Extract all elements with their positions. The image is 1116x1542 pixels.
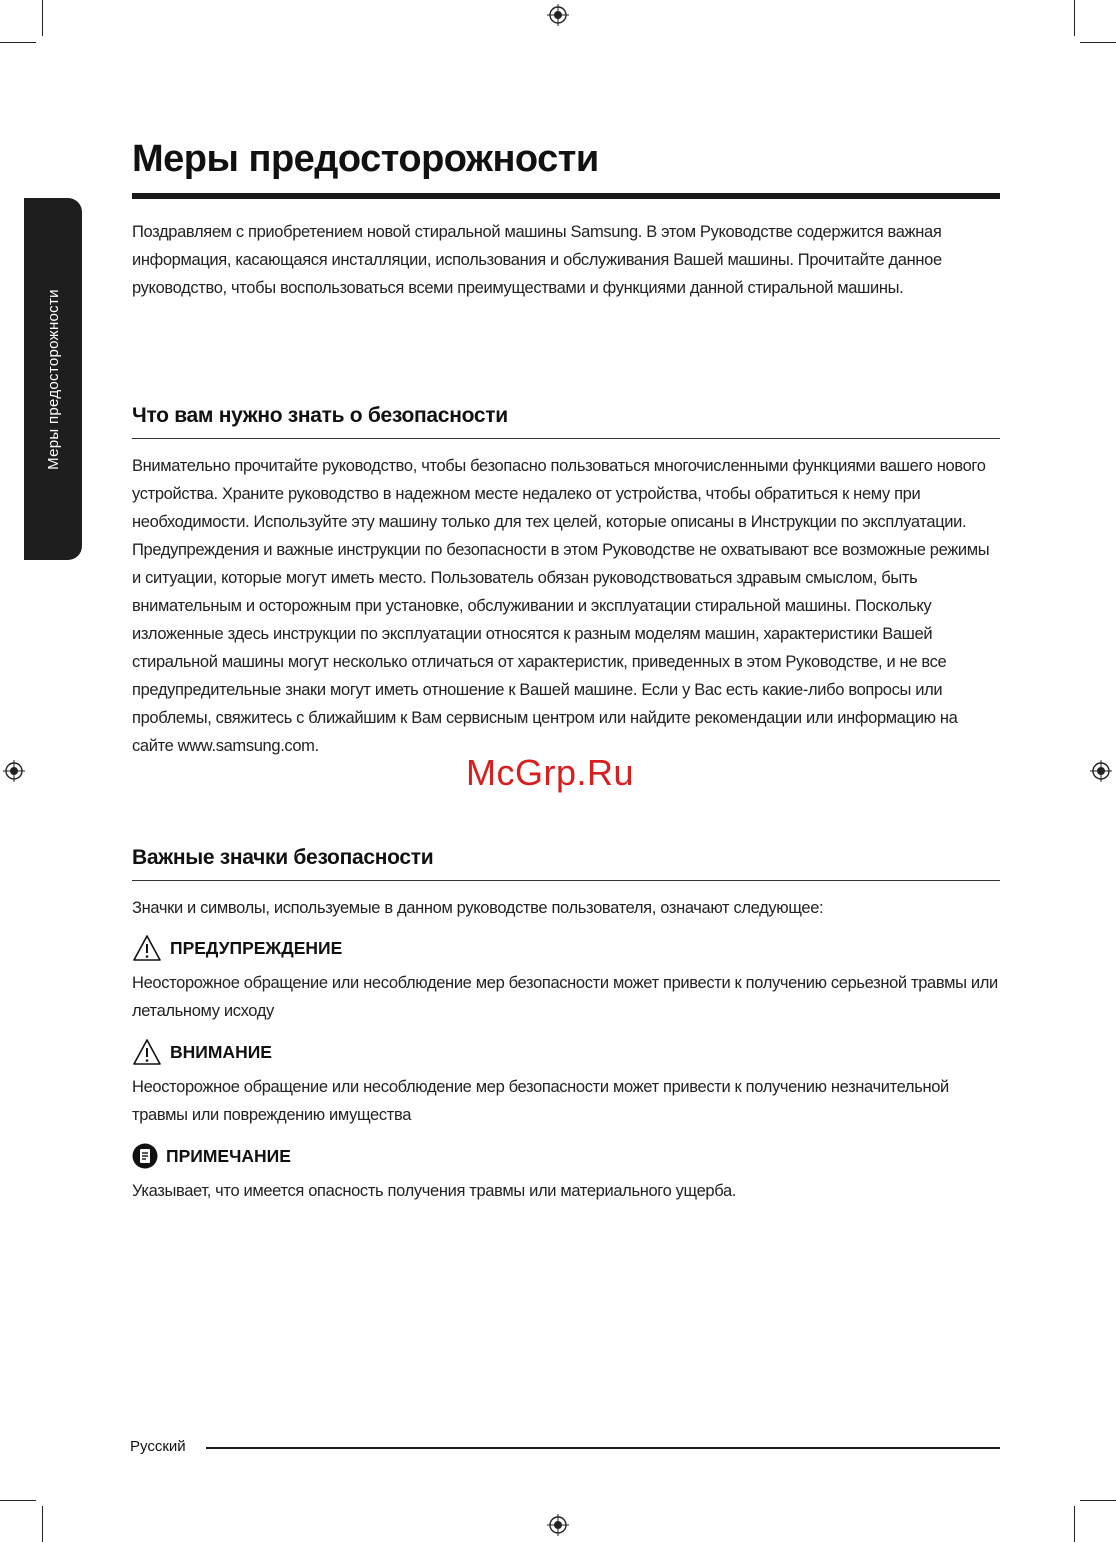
intro-paragraph: Поздравляем с приобретением новой стиральной машины Samsung. В этом Руководстве содержится важная информация, касающаяся инсталляции, использования и обслуживания Вашей машины. Прочитайте данное руководство, чтобы воспользоваться всеми преимуществами и функциями данной стиральной машины. — [132, 223, 942, 297]
warning-text: Неосторожное обращение или несоблюдение мер безопасности может привести к получению серьезной травмы или летальному исходу — [132, 974, 998, 1020]
note-text: Указывает, что имеется опасность получения травмы или материального ущерба. — [132, 1182, 737, 1200]
safety-paragraph: Внимательно прочитайте руководство, чтобы безопасно пользоваться многочисленными функциями вашего нового устройства. Храните руководство в надежном месте недалеко от устройства, чтобы обратиться к нему при необходимости. Используйте эту машину только для тех целей, которые описаны в Инструкции по эксплуатации. Предупреждения и важные инструкции по безопасности в этом Руководстве не охватывают все возможные режимы и ситуации, которые могут иметь место. Пользователь обязан руководствоваться здравым смыслом, быть внимательным и осторожным при установке, обслуживании и эксплуатации стиральной машины. Поскольку изложенные здесь инструкции по эксплуатации относятся к разным моделям машин, характеристики Вашей стиральной машины могут несколько отличаться от характеристик, приведенных в этом Руководстве, и не все предупредительные знаки могут иметь отношение к Вашей машине. Если у Вас есть какие-либо вопросы или проблемы, свяжитесь с ближайшим к Вам сервисным центром или найдите рекомендации или информацию на сайте www.samsung.com. — [132, 457, 990, 755]
registration-mark-icon — [3, 760, 25, 782]
page-title: Меры предосторожности — [132, 138, 599, 180]
footer-rule — [206, 1447, 1000, 1449]
side-tab-label-wrap — [24, 198, 82, 560]
footer-language: Русский — [130, 1438, 186, 1455]
section-rule — [132, 438, 1000, 439]
warning-label: ПРЕДУПРЕЖДЕНИЕ — [170, 937, 343, 958]
watermark: McGrp.Ru — [466, 752, 635, 793]
symbols-intro: Значки и символы, используемые в данном руководстве пользователя, означают следующее: — [132, 899, 824, 917]
crop-mark — [42, 0, 43, 36]
registration-mark-icon — [547, 1514, 569, 1536]
title-rule — [132, 193, 1000, 199]
section-heading-symbols: Важные значки безопасности — [132, 846, 434, 869]
registration-mark-icon — [1090, 760, 1112, 782]
caution-label: ВНИМАНИЕ — [170, 1041, 272, 1062]
caution-heading — [132, 1038, 272, 1066]
crop-mark — [1074, 1506, 1075, 1542]
section-heading-safety: Что вам нужно знать о безопасности — [132, 404, 508, 427]
registration-mark-icon — [547, 4, 569, 26]
crop-mark — [0, 1500, 36, 1501]
crop-mark — [42, 1506, 43, 1542]
section-rule — [132, 880, 1000, 881]
crop-mark — [1080, 42, 1116, 43]
warning-triangle-icon — [132, 934, 162, 962]
note-icon — [132, 1143, 158, 1169]
crop-mark — [0, 42, 36, 43]
warning-heading — [132, 934, 342, 962]
note-heading — [132, 1142, 291, 1170]
crop-mark — [1080, 1500, 1116, 1501]
crop-mark — [1074, 0, 1075, 36]
caution-text: Неосторожное обращение или несоблюдение мер безопасности может привести к получению незначительной травмы или повреждению имущества — [132, 1078, 949, 1124]
side-tab-label: Меры предосторожности — [44, 288, 62, 470]
note-label: ПРИМЕЧАНИЕ — [166, 1145, 291, 1166]
warning-triangle-icon — [132, 1038, 162, 1066]
